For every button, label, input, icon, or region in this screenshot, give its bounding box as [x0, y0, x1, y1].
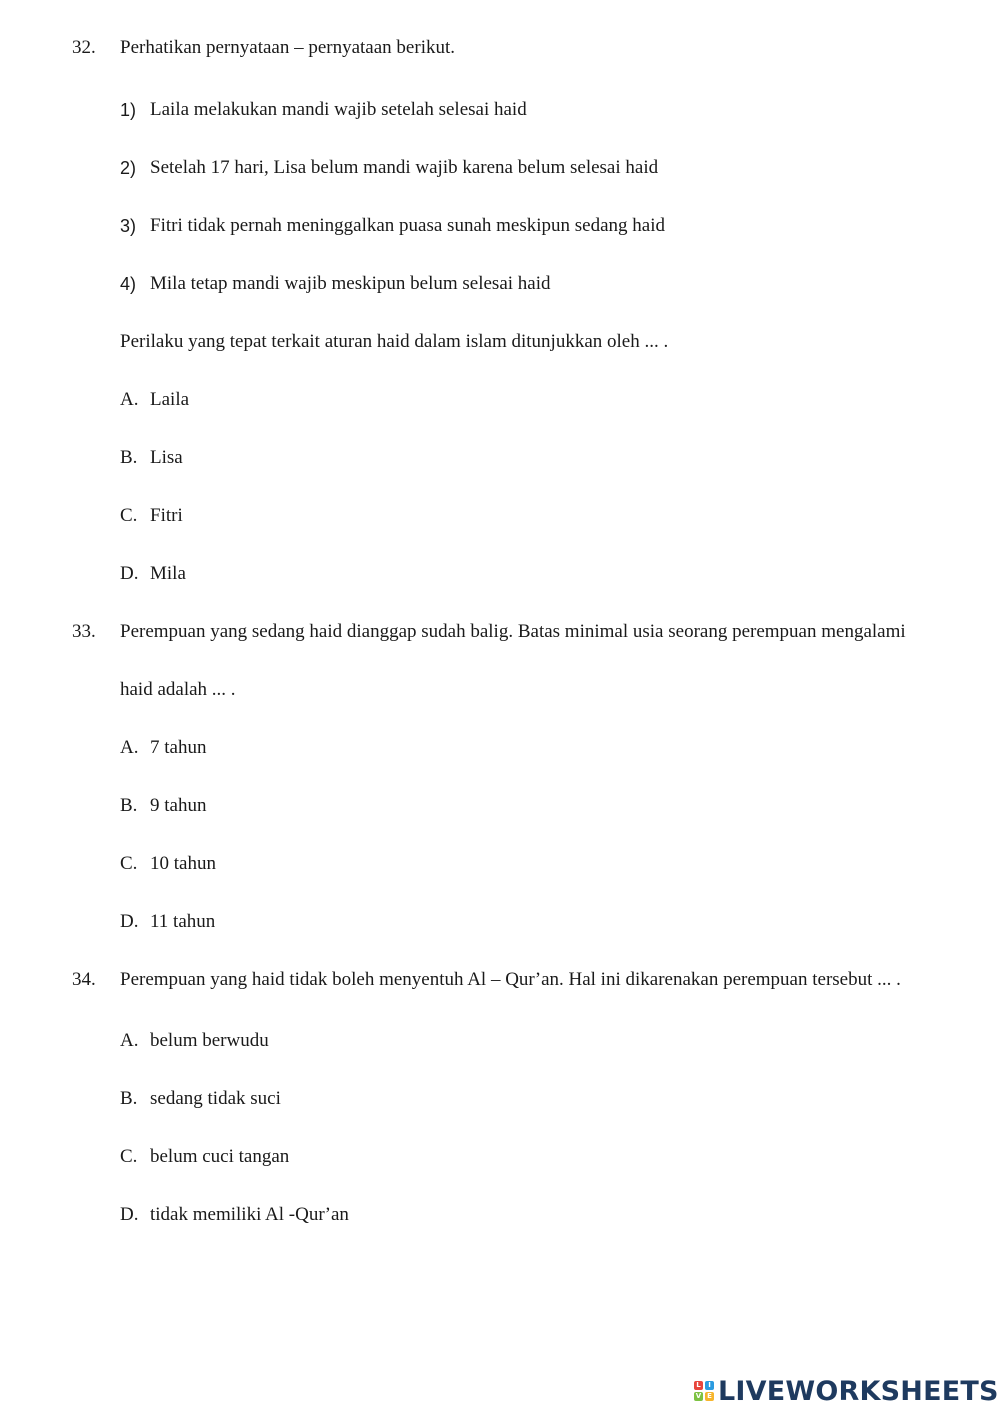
logo-grid-icon — [694, 1381, 714, 1401]
statement-number: 1) — [120, 100, 137, 120]
option-letter: B. — [120, 1088, 138, 1109]
statement-text: Laila melakukan mandi wajib setelah selesai haid — [150, 99, 527, 120]
statement-number: 3) — [120, 216, 137, 236]
question-text-continued: haid adalah ... . — [120, 679, 236, 700]
logo-tile: L — [694, 1381, 703, 1390]
question-prompt: Perilaku yang tepat terkait aturan haid dalam islam ditunjukkan oleh ... . — [120, 331, 669, 352]
logo-tile: I — [705, 1381, 714, 1390]
liveworksheets-logo — [694, 1376, 999, 1406]
logo-tile: V — [695, 1392, 702, 1400]
option-letter: D. — [120, 563, 139, 584]
question-number: 32. — [72, 37, 96, 58]
option-letter: C. — [120, 1146, 138, 1167]
option-text[interactable]: 10 tahun — [150, 853, 216, 874]
option-text[interactable]: 11 tahun — [150, 911, 216, 932]
option-letter: D. — [120, 1204, 139, 1225]
option-text[interactable]: belum cuci tangan — [150, 1146, 290, 1167]
option-text[interactable]: belum berwudu — [150, 1030, 269, 1051]
option-text[interactable]: 9 tahun — [150, 795, 207, 816]
statement-text: Setelah 17 hari, Lisa belum mandi wajib karena belum selesai haid — [150, 157, 659, 178]
statement-text: Mila tetap mandi wajib meskipun belum selesai haid — [150, 273, 551, 294]
question-number: 34. — [72, 969, 96, 990]
option-text[interactable]: 7 tahun — [150, 737, 207, 758]
option-text[interactable]: Lisa — [150, 447, 183, 468]
option-text[interactable]: Mila — [150, 563, 186, 584]
question-text: Perhatikan pernyataan – pernyataan berikut. — [120, 37, 455, 58]
option-letter: B. — [120, 447, 138, 468]
statement-text: Fitri tidak pernah meninggalkan puasa sunah meskipun sedang haid — [150, 215, 665, 236]
statement-number: 4) — [120, 274, 137, 294]
option-letter: D. — [120, 911, 139, 932]
option-letter: A. — [120, 737, 139, 758]
logo-text: LIVEWORKSHEETS — [718, 1375, 999, 1407]
option-text[interactable]: tidak memiliki Al -Qurʼan — [150, 1204, 349, 1225]
logo-tile: E — [705, 1392, 714, 1401]
option-letter: C. — [120, 853, 138, 874]
question-number: 33. — [72, 621, 96, 642]
question-text: Perempuan yang sedang haid dianggap sudah balig. Batas minimal usia seorang perempuan mengalami — [120, 621, 906, 642]
question-text: Perempuan yang haid tidak boleh menyentuh Al – Qurʼan. Hal ini dikarenakan perempuan tersebut ... . — [120, 969, 901, 990]
option-text[interactable]: sedang tidak suci — [150, 1088, 281, 1109]
option-text[interactable]: Fitri — [150, 505, 183, 526]
option-text[interactable]: Laila — [150, 389, 190, 410]
option-letter: A. — [120, 389, 139, 410]
statement-number: 2) — [120, 158, 137, 178]
option-letter: C. — [120, 505, 138, 526]
option-letter: B. — [120, 795, 138, 816]
option-letter: A. — [120, 1030, 139, 1051]
